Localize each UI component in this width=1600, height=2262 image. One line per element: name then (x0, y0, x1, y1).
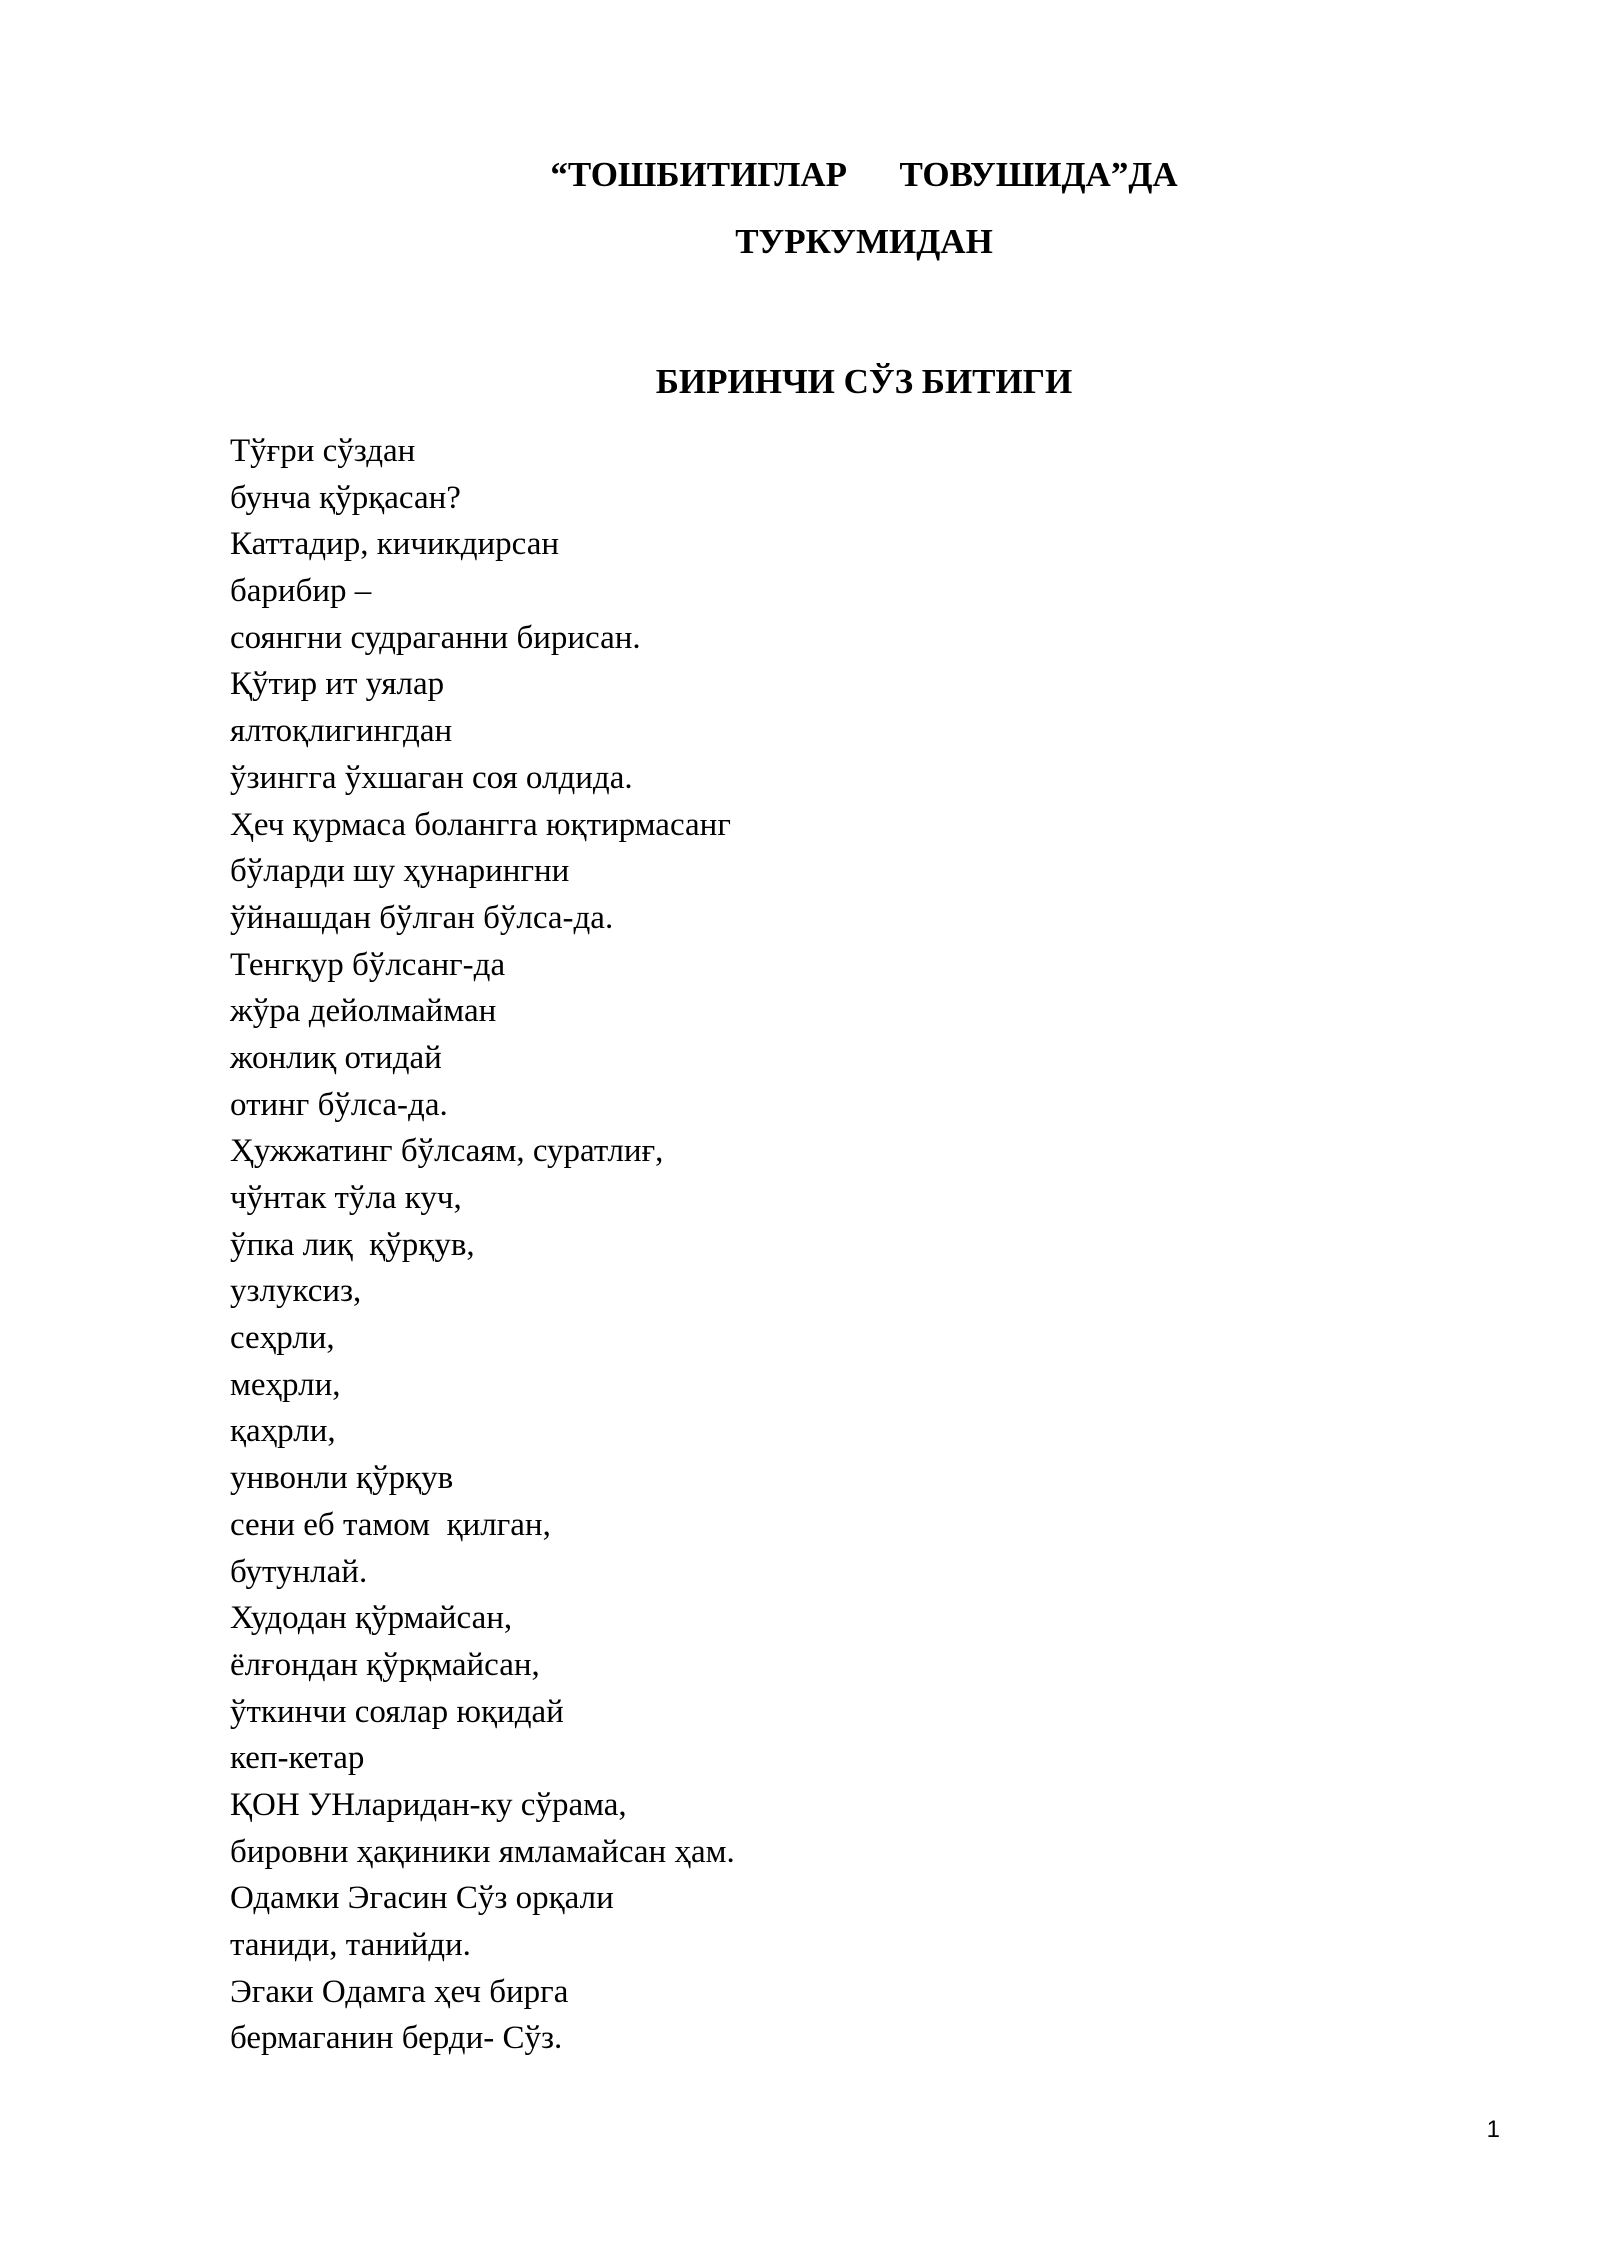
poem-line: ёлғондан қўрқмайсан, (230, 1646, 540, 1683)
page-number: 1 (1486, 2116, 1500, 2143)
poem-line: қаҳрли, (230, 1413, 336, 1450)
poem-line: ўзингга ўхшаган соя олдида. (230, 759, 633, 796)
poem-line: бермаганин берди- Сўз. (230, 2020, 563, 2057)
poem-line: ўйнашдан бўлган бўлса-да. (230, 899, 614, 936)
poem-line: таниди, танийди. (230, 1927, 471, 1963)
poem-line: узлуксиз, (230, 1273, 362, 1310)
poem-line: кеп-кетар (230, 1740, 365, 1777)
poem-line: Тўғри сўздан (230, 433, 416, 469)
poem-line: Эгаки Одамга ҳеч бирга (230, 1973, 569, 2010)
poem-line: ялтоқлигингдан (230, 713, 453, 750)
poem-line: бўларди шу ҳунарингни (230, 853, 570, 890)
poem-line: Ҳужжатинг бўлсаям, суратлиғ, (230, 1133, 664, 1170)
poem-line: бутунлай. (230, 1553, 368, 1590)
poem-line: сеҳрли, (230, 1320, 335, 1357)
poem-line: меҳрли, (230, 1366, 341, 1403)
poem-line: бунча қўрқасан? (230, 479, 461, 516)
poem-line: Тенгқур бўлсанг-да (230, 946, 506, 983)
poem-line: бировни ҳақиники ямламайсан ҳам. (230, 1833, 735, 1870)
poem-line: унвонли қўрқув (230, 1460, 454, 1497)
poem-line: Ҳеч қурмаса болангга юқтирмасанг (230, 806, 731, 843)
poem-line: жўра дейолмайман (230, 993, 497, 1030)
poem-line: барибир – (230, 573, 372, 610)
poem-line: ҚОН УНларидан-ку сўрама, (230, 1786, 627, 1823)
poem-body (230, 428, 1430, 2062)
title-line-1: “ТОШБИТИГЛАР ТОВУШИДА”ДА (550, 155, 1178, 194)
section-title: БИРИНЧИ СЎЗ БИТИГИ (655, 362, 1073, 401)
poem-line: жонлиқ отидай (230, 1039, 442, 1076)
poem-line: сени еб тамом қилган, (230, 1506, 551, 1543)
poem-line: Худодан қўрмайсан, (230, 1600, 513, 1637)
poem-line: чўнтак тўла куч, (230, 1180, 462, 1216)
title-line-2: ТУРКУМИДАН (735, 222, 993, 261)
poem-line: Каттадир, кичикдирсан (230, 526, 560, 563)
poem-line: Одамки Эгасин Сўз орқали (230, 1880, 614, 1917)
poem-line: ўпка лиқ қўрқув, (230, 1226, 475, 1263)
poem-line: соянгни судраганни бирисан. (230, 619, 641, 656)
poem-line: ўткинчи соялар юқидай (230, 1693, 564, 1730)
poem-line: отинг бўлса-да. (230, 1086, 448, 1123)
poem-line: Қўтир ит уялар (230, 666, 445, 703)
